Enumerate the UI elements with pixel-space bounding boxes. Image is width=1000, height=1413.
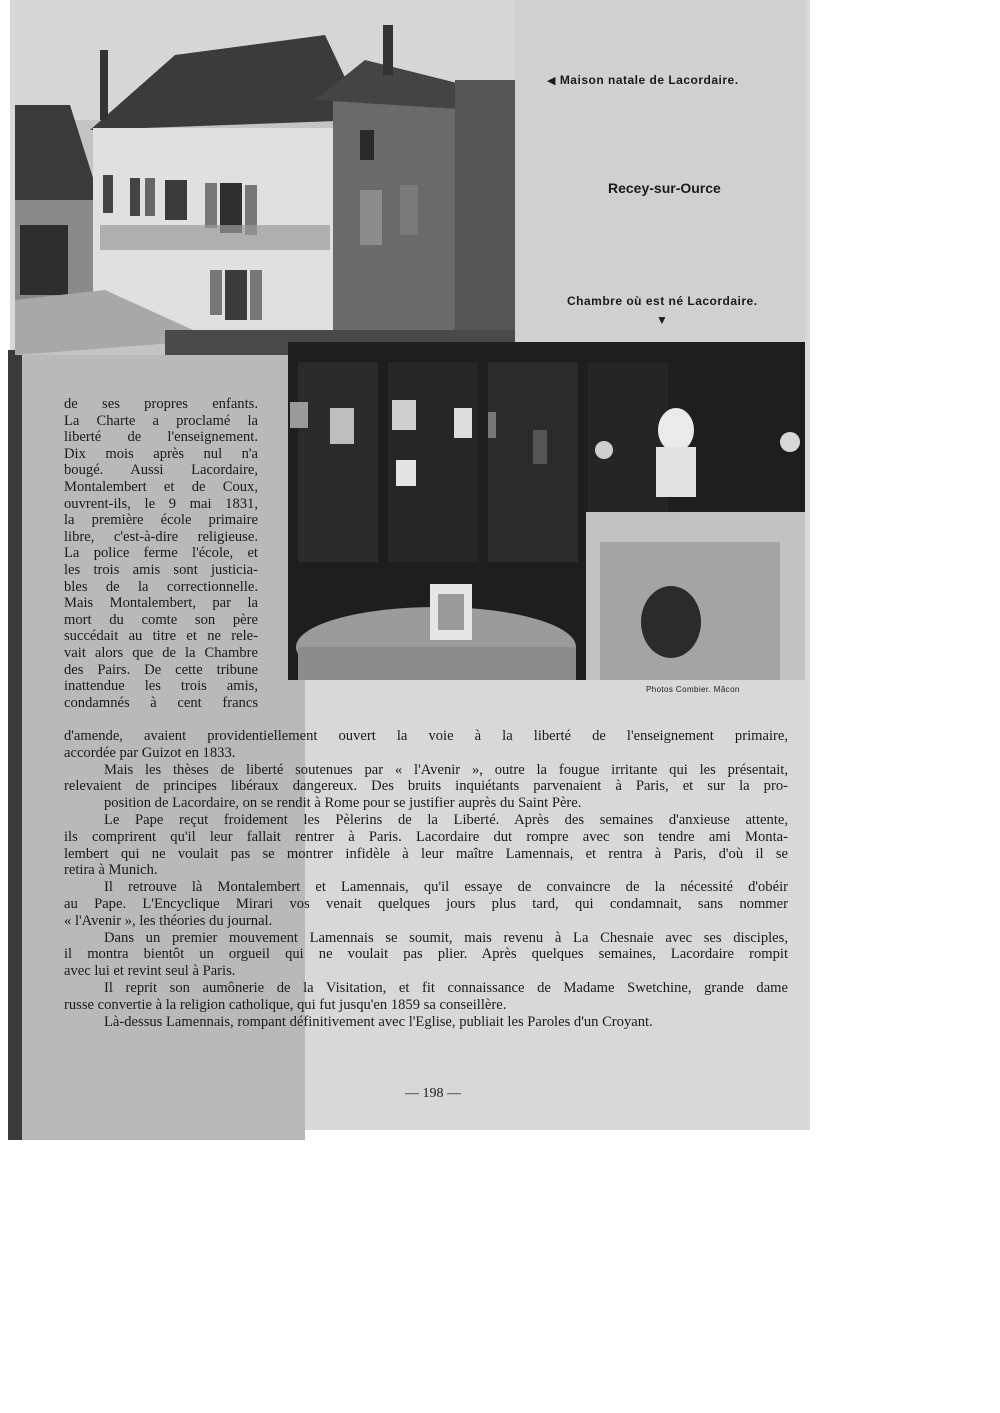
caption-panel [515,0,805,342]
caption-maison-natale [547,73,739,87]
caption-maison-text: Maison natale de Lacordaire. [559,73,739,87]
arrow-left-icon: ◀ [547,75,556,87]
column-line: mort du comte son père [64,611,258,628]
column-line: libre, c'est-à-dire religieuse. [64,528,258,545]
column-line: les trois amis sont justicia- [64,561,258,578]
column-line: inattendue les trois amis, [64,678,258,695]
body-line: il montra bientôt un orgueil qui ne voulait pas plier. Après quelques semaines, Lacordaire rompit [64,946,788,963]
body-line: Il reprit son aumônerie de la Visitation, et fit connaissance de Madame Swetchine, grande dame [104,979,788,996]
column-line: la première école primaire [64,512,258,529]
column-line: Mais Montalembert, par la [64,595,258,612]
arrow-down-icon: ▼ [656,313,668,327]
column-line: Dix mois après nul n'a [64,445,258,462]
scan-left-edge [8,350,22,1140]
body-line: « l'Avenir », les théories du journal. [64,912,273,929]
body-line: au Pape. L'Encyclique Mirari vos venait quelques jours plus tard, qui condamnait, sans nommer [64,895,788,912]
body-line: accordée par Guizot en 1833. [64,744,236,761]
photo-credit: Photos Combier. Mâcon [646,685,740,694]
caption-chambre: Chambre où est né Lacordaire. [567,294,758,308]
column-line: succédait au titre et ne rele- [64,628,258,645]
column-line: liberté de l'enseignement. [64,429,258,446]
column-line: de ses propres enfants. [64,396,258,412]
body-line: russe convertie à la religion catholique, qui fut jusqu'en 1859 sa conseillère. [64,996,507,1013]
body-line: d'amende, avaient providentiellement ouvert la voie à la liberté de l'enseignement primaire, [64,728,788,744]
narrow-column-text [64,396,258,711]
column-line: condamnés à cent francs [64,694,258,711]
column-line: bles de la correctionnelle. [64,578,258,595]
body-line: Il retrouve là Montalembert et Lamennais, qu'il essaye de convaincre de la nécessité d'obéir [104,879,788,896]
body-text [64,728,788,1030]
body-line: retira à Munich. [64,862,158,879]
column-line: bougé. Aussi Lacordaire, [64,462,258,479]
body-line: Mais les thèses de liberté soutenues par « l'Avenir », outre la fougue irritante qui les présentait, [104,761,788,778]
body-line: lembert qui ne voulait pas se montrer infidèle à leur maître Lamennais, et rentra à Paris, d'où il se [64,845,788,862]
body-line: avec lui et revint seul à Paris. [64,963,236,980]
page-number: — 198 — [405,1086,461,1101]
column-line: La Charte a proclamé la [64,412,258,429]
column-line: vait alors que de la Chambre [64,644,258,661]
column-line: ouvrent-ils, le 9 mai 1831, [64,495,258,512]
body-line: Le Pape reçut froidement les Pèlerins de la Liberté. Après des semaines d'anxieuse attente, [104,811,788,828]
room-photo [288,342,805,680]
caption-town: Recey-sur-Ource [608,180,721,196]
house-photo [15,0,515,355]
body-line: Là-dessus Lamennais, rompant définitivement avec l'Eglise, publiait les Paroles d'un Croyant. [104,1013,653,1030]
body-line: ils comprirent qu'il leur fallait rentrer à Paris. Lacordaire dut rompre avec son tendre ami Monta- [64,828,788,845]
body-line: Dans un premier mouvement Lamennais se soumit, mais revenu à La Chesnaie avec ses disciples, [104,929,788,946]
column-line: Montalembert et de Coux, [64,478,258,495]
body-line: relevaient de principes libéraux dangereux. Des bruits inquiétants parvenaient à Paris, et sur la pro- [64,778,788,795]
column-line: La police ferme l'école, et [64,545,258,562]
body-line: position de Lacordaire, on se rendit à Rome pour se justifier auprès du Saint Père. [104,795,582,812]
column-line: des Pairs. De cette tribune [64,661,258,678]
